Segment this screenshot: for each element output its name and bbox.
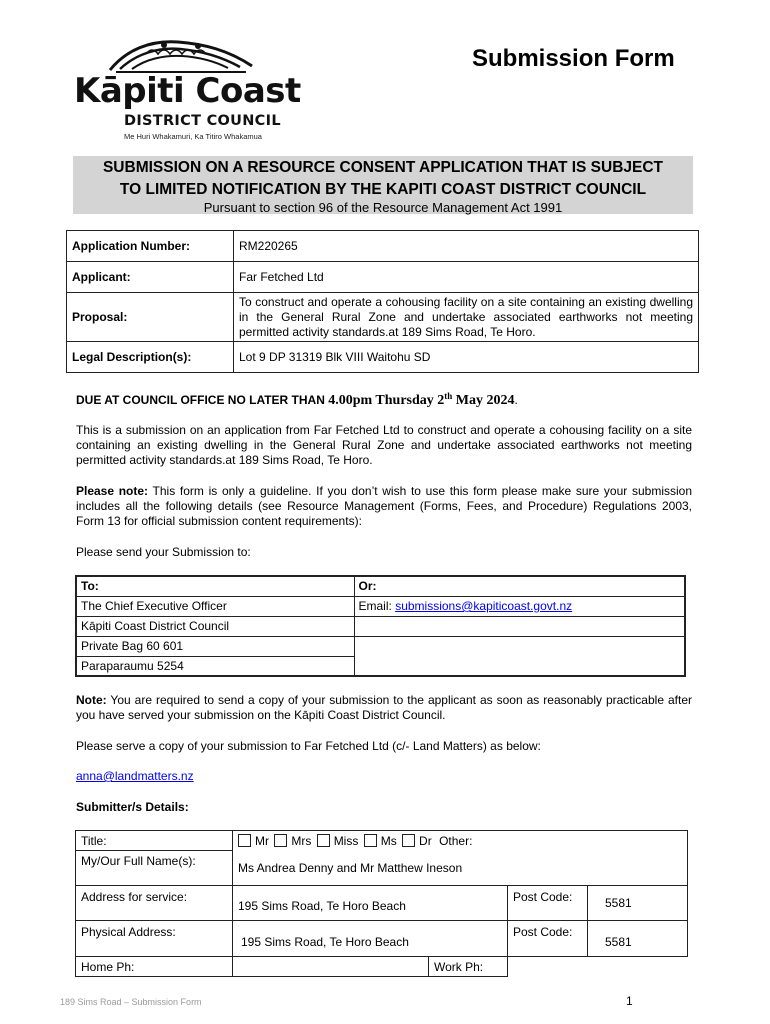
to-line-1: The Chief Executive Officer <box>76 596 354 616</box>
table-row <box>67 342 699 373</box>
title-option-ms: Ms <box>380 833 397 848</box>
table-row <box>67 262 699 293</box>
title-option-dr: Dr <box>419 833 432 848</box>
table-row <box>76 851 688 886</box>
please-note-paragraph <box>76 484 692 529</box>
title-checkbox-dr[interactable] <box>402 834 415 847</box>
title-banner <box>73 156 693 214</box>
application-number-value: RM220265 <box>234 231 699 262</box>
title-checkbox-ms[interactable] <box>364 834 377 847</box>
legal-description-label: Legal Description(s): <box>67 342 234 373</box>
address-postcode-field[interactable]: 5581 <box>588 886 688 921</box>
please-note-text: This form is only a guideline. If you don’t wish to use this form please make sure your submission includes all the following details (see Resource Management (Forms, Fees, and Procedure) Regulations 2003, Form 13 for official submission content requirements): <box>76 484 692 528</box>
proposal-value: To construct and operate a cohousing facility on a site containing an existing dwelling in the General Rural Zone and undertake associated earthworks not meeting permitted activity standards.at 189 Sims Road, Te Horo. <box>234 293 699 342</box>
banner-heading-line1: SUBMISSION ON A RESOURCE CONSENT APPLICATION THAT IS SUBJECT <box>102 159 664 176</box>
home-phone-label: Home Ph: <box>76 957 233 977</box>
serve-email-line <box>76 769 692 784</box>
applicant-value: Far Fetched Ltd <box>234 262 699 293</box>
title-option-mr: Mr <box>255 833 269 848</box>
note-text: You are required to send a copy of your submission to the applicant as soon as reasonably practicable after you have served your submission on the Kāpiti Coast District Council. <box>76 693 692 722</box>
due-date-line <box>76 389 692 408</box>
applicant-email-link[interactable]: anna@landmatters.nz <box>76 769 194 783</box>
title-checkbox-miss[interactable] <box>317 834 330 847</box>
table-row <box>76 636 685 656</box>
full-name-label: My/Our Full Name(s): <box>76 851 233 886</box>
due-date-rest: May 2024 <box>452 393 515 408</box>
due-prefix: DUE AT COUNCIL OFFICE NO LATER THAN <box>76 393 329 407</box>
table-row <box>67 293 699 342</box>
empty-cell <box>354 616 685 636</box>
email-label: Email: <box>358 599 396 613</box>
applicant-label: Applicant: <box>67 262 234 293</box>
physical-postcode-label: Post Code: <box>508 921 588 957</box>
submissions-email-link[interactable]: submissions@kapiticoast.govt.nz <box>395 599 573 613</box>
logo-tagline: Me Huri Whakamuri, Ka Titiro Whakamua <box>124 132 262 141</box>
to-line-4: Paraparaumu 5254 <box>76 656 354 676</box>
due-time: 4.00pm Thursday 2 <box>328 393 445 408</box>
title-checkbox-mr[interactable] <box>238 834 251 847</box>
submitter-details-table <box>75 830 688 977</box>
footer-document-name: 189 Sims Road – Submission Form <box>60 997 202 1007</box>
please-note-label: Please note: <box>76 484 149 498</box>
table-row <box>76 831 688 851</box>
note-label: Note: <box>76 693 107 707</box>
title-options <box>233 831 688 851</box>
address-for-service-label: Address for service: <box>76 886 233 921</box>
title-checkbox-mrs[interactable] <box>274 834 287 847</box>
legal-description-value: Lot 9 DP 31319 Blk VIII Waitohu SD <box>234 342 699 373</box>
address-postcode-label: Post Code: <box>508 886 588 921</box>
banner-subheading: Pursuant to section 96 of the Resource Management Act 1991 <box>203 200 563 215</box>
logo-subtitle: DISTRICT COUNCIL <box>124 113 281 129</box>
intro-paragraph: This is a submission on an application from Far Fetched Ltd to construct and operate a cohousing facility on a site containing an existing dwelling in the General Rural Zone and undertake associated earthworks not meeting permitted activity standards.at 189 Sims Road, Te Horo. <box>76 423 692 467</box>
title-other-label: Other: <box>439 833 473 848</box>
table-row <box>76 596 685 616</box>
physical-address-label: Physical Address: <box>76 921 233 957</box>
send-submission-table <box>75 575 686 677</box>
council-logo <box>72 36 301 146</box>
email-cell <box>354 596 685 616</box>
application-details-table <box>66 230 699 373</box>
physical-postcode-field[interactable]: 5581 <box>588 921 688 957</box>
table-row <box>76 576 685 596</box>
proposal-label: Proposal: <box>67 293 234 342</box>
application-number-label: Application Number: <box>67 231 234 262</box>
form-title: Submission Form <box>472 45 675 72</box>
full-name-field[interactable]: Ms Andrea Denny and Mr Matthew Ineson <box>233 851 688 886</box>
submitter-heading: Submitter/s Details: <box>76 800 189 814</box>
page-number: 1 <box>626 994 633 1008</box>
send-to-text: Please send your Submission to: <box>76 545 251 559</box>
or-label: Or: <box>354 576 685 596</box>
work-phone-label: Work Ph: <box>429 957 508 977</box>
banner-heading-line2: TO LIMITED NOTIFICATION BY THE KAPITI COAST DISTRICT COUNCIL <box>119 181 647 198</box>
title-option-miss: Miss <box>333 833 359 848</box>
table-row <box>76 616 685 636</box>
serve-copy-text: Please serve a copy of your submission to Far Fetched Ltd (c/- Land Matters) as below: <box>76 739 541 753</box>
address-for-service-field[interactable]: 195 Sims Road, Te Horo Beach <box>233 886 508 921</box>
table-row <box>67 231 699 262</box>
due-date-suffix: th <box>444 391 453 401</box>
home-phone-field[interactable] <box>233 957 429 977</box>
due-period: . <box>514 393 518 407</box>
to-line-2: Kāpiti Coast District Council <box>76 616 354 636</box>
koru-wave-icon <box>106 36 256 76</box>
to-label: To: <box>76 576 354 596</box>
physical-address-field[interactable]: 195 Sims Road, Te Horo Beach <box>233 921 508 957</box>
logo-title: Kāpiti Coast <box>74 71 301 111</box>
work-phone-field[interactable] <box>508 957 688 977</box>
to-line-3: Private Bag 60 601 <box>76 636 354 656</box>
empty-cell <box>354 636 685 676</box>
note-paragraph <box>76 693 692 723</box>
table-row <box>76 957 688 977</box>
title-option-mrs: Mrs <box>291 833 312 848</box>
table-row <box>76 921 688 957</box>
table-row <box>76 886 688 921</box>
title-label: Title: <box>76 831 233 851</box>
